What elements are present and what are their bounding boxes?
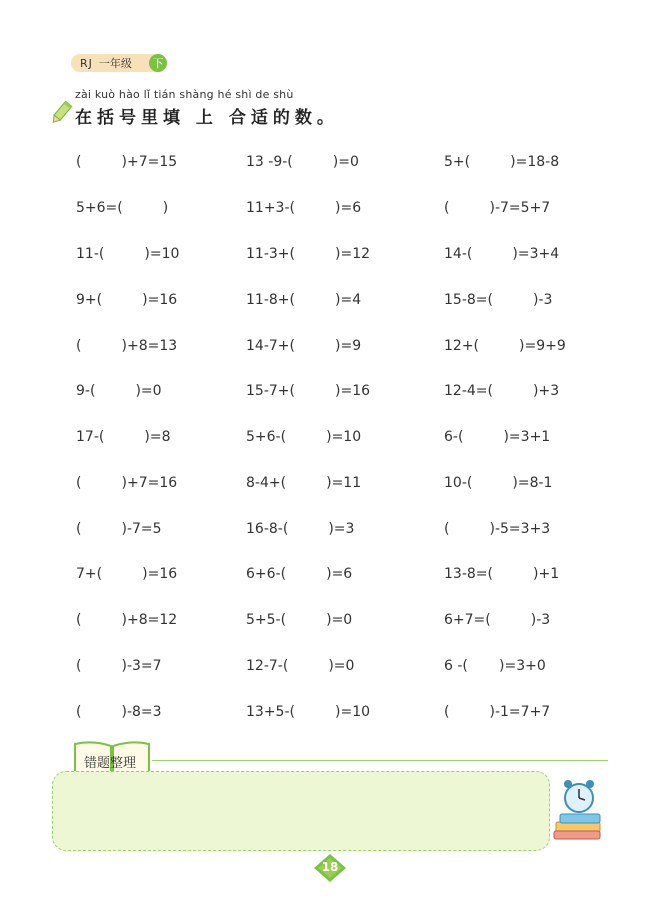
problem-row — [0, 383, 658, 407]
problem-item: 6+7=( )-3 — [444, 612, 551, 628]
problem-item: 9+( )=16 — [76, 292, 178, 308]
problem-row — [0, 566, 658, 590]
problem-item: 12-7-( )=0 — [246, 658, 355, 674]
problem-item: 11-3+( )=12 — [246, 246, 371, 262]
problem-item: 11-( )=10 — [76, 246, 180, 262]
badge-term: 下 — [149, 54, 167, 72]
notes-label: 错题整理 — [84, 756, 137, 771]
problem-item: ( )+7=16 — [76, 475, 178, 491]
problem-item: 11-8+( )=4 — [246, 292, 362, 308]
grade-badge — [71, 54, 167, 72]
problem-item: ( )-5=3+3 — [444, 521, 551, 537]
problem-row — [0, 521, 658, 545]
problem-row — [0, 658, 658, 682]
problem-item: ( )-3=7 — [76, 658, 162, 674]
problem-item: 13 -9-( )=0 — [246, 154, 359, 170]
problem-row — [0, 475, 658, 499]
problem-item: ( )-7=5+7 — [444, 200, 551, 216]
problem-item: 5+6-( )=10 — [246, 429, 362, 445]
problem-row — [0, 246, 658, 270]
problem-item: 5+5-( )=0 — [246, 612, 353, 628]
problem-row — [0, 704, 658, 728]
problem-item: 14-7+( )=9 — [246, 338, 362, 354]
problem-row — [0, 200, 658, 224]
problem-item: 12+( )=9+9 — [444, 338, 566, 354]
problem-item: 11+3-( )=6 — [246, 200, 362, 216]
badge-grade: 一年级 — [98, 57, 132, 70]
problem-item: ( )+8=13 — [76, 338, 178, 354]
problem-item: 15-7+( )=16 — [246, 383, 371, 399]
divider — [152, 760, 608, 761]
badge-prefix: RJ — [80, 56, 93, 70]
problem-item: 14-( )=3+4 — [444, 246, 560, 262]
problem-item: ( )-8=3 — [76, 704, 162, 720]
instruction-title: 在括号里填 上 合适的数。 — [75, 108, 339, 128]
problem-item: 13-8=( )+1 — [444, 566, 560, 582]
page-number-text: 18 — [321, 860, 339, 874]
problem-row — [0, 338, 658, 362]
problem-item: 5+6=( ) — [76, 200, 169, 216]
problem-item: 12-4=( )+3 — [444, 383, 560, 399]
problem-row — [0, 154, 658, 178]
problem-item: ( )-7=5 — [76, 521, 162, 537]
pencil-icon — [48, 99, 74, 127]
problem-item: ( )+8=12 — [76, 612, 178, 628]
notes-area[interactable] — [52, 771, 550, 851]
problem-item: 7+( )=16 — [76, 566, 178, 582]
problem-item: ( )+7=15 — [76, 154, 178, 170]
problem-item: 6-( )=3+1 — [444, 429, 551, 445]
problem-row — [0, 612, 658, 636]
page-number — [314, 854, 346, 882]
problem-item: 13+5-( )=10 — [246, 704, 371, 720]
problem-item: 8-4+( )=11 — [246, 475, 362, 491]
problem-item: 16-8-( )=3 — [246, 521, 355, 537]
problem-item: 5+( )=18-8 — [444, 154, 560, 170]
instruction-pinyin: zài kuò hào lǐ tián shàng hé shì de shù — [75, 88, 294, 101]
problem-item: 9-( )=0 — [76, 383, 162, 399]
problem-item: 10-( )=8-1 — [444, 475, 553, 491]
problem-row — [0, 292, 658, 316]
problem-item: ( )-1=7+7 — [444, 704, 551, 720]
problem-item: 17-( )=8 — [76, 429, 171, 445]
clock-books-icon — [552, 778, 606, 840]
problem-item: 6+6-( )=6 — [246, 566, 353, 582]
problem-item: 6 -( )=3+0 — [444, 658, 546, 674]
problem-row — [0, 429, 658, 453]
problem-item: 15-8=( )-3 — [444, 292, 553, 308]
